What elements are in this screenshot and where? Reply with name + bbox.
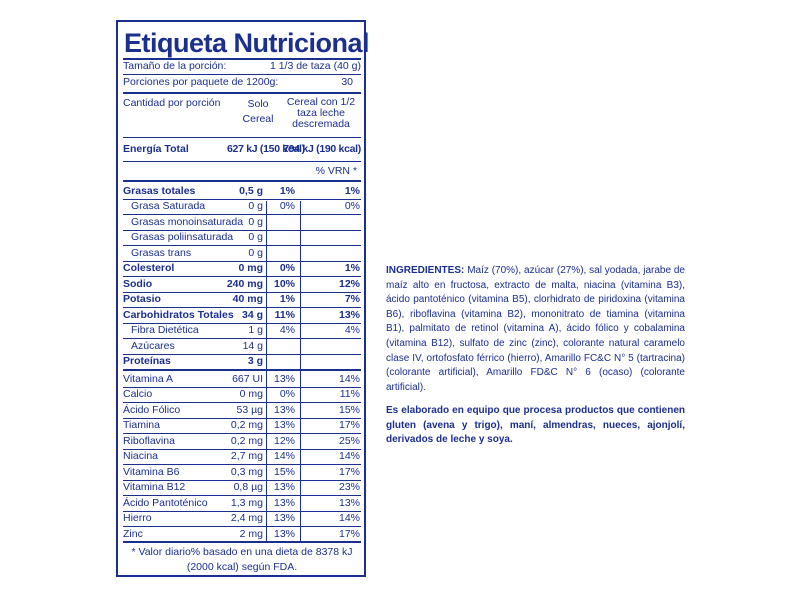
energy-col2: 794 kJ (190 kcal): [283, 143, 361, 155]
vitamin-amount: 2 mg: [239, 527, 263, 540]
vitamin-name: Hierro: [123, 512, 152, 524]
vitamin-pct2: 25%: [338, 434, 360, 447]
vitamin-name: Vitamina A: [123, 372, 174, 385]
vitamin-name: Niacina: [123, 450, 159, 462]
vitamin-pct1: 13%: [273, 527, 295, 540]
vitamin-name: Tiamina: [123, 419, 160, 431]
nutrient-amount: 40 mg: [232, 293, 263, 305]
divider: [123, 92, 361, 94]
vitamin-pct2: 15%: [338, 403, 360, 416]
nutrient-amount: 0 g: [248, 246, 263, 259]
energy-col1: 627 kJ (150 kcal): [227, 143, 305, 155]
nutrient-name: Sodio: [123, 277, 153, 290]
nutrient-amount: 0 mg: [238, 262, 263, 274]
serving-size-label: Tamaño de la porción:: [123, 60, 227, 72]
vitamin-pct1: 13%: [273, 372, 295, 385]
vitamin-name: Zinc: [123, 527, 143, 540]
vitamin-name: Ácido Fólico: [123, 403, 181, 416]
vitamin-amount: 2,4 mg: [230, 512, 263, 524]
vitamin-pct1: 0%: [279, 388, 295, 400]
column-header-row: [123, 97, 361, 137]
divider: [123, 369, 361, 371]
divider: [123, 541, 361, 542]
ingredients-heading: INGREDIENTES:: [386, 265, 465, 276]
serving-size-value: 1 1/3 de taza (40 g): [269, 60, 361, 72]
vitamin-pct1: 13%: [273, 403, 295, 416]
energy-label: Energía Total: [123, 143, 189, 155]
vitamin-pct2: 11%: [339, 388, 360, 400]
vitamin-pct1: 13%: [273, 419, 295, 431]
vitamin-pct2: 14%: [338, 512, 360, 524]
nutrient-pct2: 1%: [344, 184, 360, 197]
vrn-label: % VRN *: [315, 165, 357, 177]
nutrient-name: Grasas poliinsaturada: [131, 231, 234, 243]
nutrient-pct2: 1%: [344, 262, 360, 274]
nutrient-name: Potasio: [123, 293, 161, 305]
nutrient-pct2: 4%: [344, 324, 360, 336]
vitamin-amount: 1,3 mg: [230, 496, 263, 509]
vitamin-amount: 2,7 mg: [230, 450, 263, 462]
vitamin-pct1: 14%: [273, 450, 295, 462]
nutrient-name: Grasas monoinsaturada: [131, 215, 244, 228]
vitamin-pct1: 15%: [273, 465, 295, 478]
vitamin-pct1: 13%: [273, 512, 295, 524]
vitamin-amount: 0 mg: [239, 388, 263, 400]
vitamin-amount: 667 UI: [232, 372, 263, 385]
vitamin-pct1: 12%: [273, 434, 295, 447]
nutrient-name: Colesterol: [123, 262, 175, 274]
nutrient-amount: 0 g: [248, 200, 263, 212]
nutrient-pct2: 7%: [344, 293, 360, 305]
column-separator: [266, 201, 267, 541]
nutrient-pct2: 0%: [344, 200, 360, 212]
vitamin-pct2: 17%: [338, 465, 360, 478]
nutrient-pct1: 0%: [279, 262, 295, 274]
divider: [123, 161, 361, 162]
vitamin-amount: 0,2 mg: [230, 434, 263, 447]
vitamin-amount: 0,2 mg: [230, 419, 263, 431]
nutrient-amount: 34 g: [241, 308, 263, 321]
nutrition-label: [116, 20, 370, 577]
nutrient-name: Grasa Saturada: [131, 200, 206, 212]
vitamin-name: Calcio: [123, 388, 153, 400]
vitamin-name: Vitamina B6: [123, 465, 180, 478]
nutrient-pct1: 10%: [273, 277, 295, 290]
ingredients-text: Maíz (70%), azúcar (27%), sal yodada, jarabe de maíz alto en fructosa, extracto de malta, niacina (vitamina B3), ácido pantoténico (vitamina B5), clorhidrato de piridoxina (vitamina B6), riboflavina (vitamina B2), mononitrato de tiamina (vitamina B1), palmitato de retinol (vitamina A), ácido fólico y cobalamina (vitamina B12), sulfato de zinc (zinc), colorante natural caramelo clase IV, ortofosfato férrico (hierro), Amarillo FC&C N° 5 (tartracina) (colorante artificial), Amarillo FD&C N° 6 (ocaso) (colorante artificial).: [386, 265, 685, 393]
divider: [123, 180, 361, 182]
nutrient-pct1: 11%: [274, 308, 295, 321]
nutrient-name: Proteínas: [123, 355, 171, 367]
allergen-text: Es elaborado en equipo que procesa productos que contienen gluten (avena y trigo), maní, almendras, nueces, ajonjolí, derivados de leche y soya.: [386, 405, 685, 446]
servings-value: 30: [341, 76, 353, 88]
vitamin-pct1: 13%: [273, 496, 295, 509]
nutrient-amount: 0,5 g: [239, 184, 263, 197]
vitamin-pct2: 23%: [338, 481, 360, 493]
nutrient-amount: 3 g: [247, 355, 263, 367]
header-amount: Cantidad por porción: [123, 97, 221, 109]
vitamin-pct2: 17%: [338, 527, 360, 540]
servings-label: Porciones por paquete de 1200g:: [123, 76, 279, 88]
nutrient-pct1: 1%: [279, 293, 295, 305]
nutrient-amount: 0 g: [248, 215, 263, 228]
nutrient-pct1: 0%: [279, 200, 295, 212]
vitamin-amount: 0,3 mg: [230, 465, 263, 478]
label-title: Etiqueta Nutricional: [124, 28, 370, 58]
vitamin-pct2: 17%: [338, 419, 360, 431]
nutrient-name: Carbohidratos Totales: [123, 308, 234, 321]
vitamin-amount: 0,8 µg: [233, 481, 263, 493]
nutrient-name: Grasas trans: [131, 246, 192, 259]
ingredients-block: [386, 264, 685, 395]
vitamin-pct2: 14%: [338, 450, 360, 462]
allergen-block: [386, 404, 685, 448]
nutrient-name: Azúcares: [131, 339, 175, 352]
nutrient-pct1: 4%: [279, 324, 295, 336]
nutrient-name: Fibra Dietética: [131, 324, 199, 336]
vitamin-name: Ácido Pantoténico: [123, 496, 208, 509]
vitamin-name: Vitamina B12: [123, 481, 186, 493]
divider: [123, 137, 361, 138]
nutrient-amount: 14 g: [242, 339, 263, 352]
footnote: * Valor diario% basado en una dieta de 8378 kJ (2000 kcal) según FDA.: [131, 546, 353, 573]
header-col1: Solo Cereal: [242, 98, 274, 125]
header-col2: Cereal con 1/2 taza leche descremada: [286, 96, 356, 130]
nutrient-amount: 240 mg: [226, 277, 263, 290]
nutrient-name: Grasas totales: [123, 184, 196, 197]
vitamin-pct1: 13%: [273, 481, 295, 493]
nutrient-amount: 1 g: [248, 324, 263, 336]
nutrient-pct1: 1%: [279, 184, 295, 197]
divider: [123, 74, 361, 75]
vitamin-name: Riboflavina: [123, 434, 175, 447]
column-separator: [300, 201, 301, 541]
vitamin-pct2: 14%: [338, 372, 360, 385]
nutrient-amount: 0 g: [248, 231, 263, 243]
nutrient-pct2: 12%: [338, 277, 360, 290]
nutrient-pct2: 13%: [338, 308, 360, 321]
vitamin-pct2: 13%: [338, 496, 360, 509]
vitamin-amount: 53 µg: [236, 403, 263, 416]
